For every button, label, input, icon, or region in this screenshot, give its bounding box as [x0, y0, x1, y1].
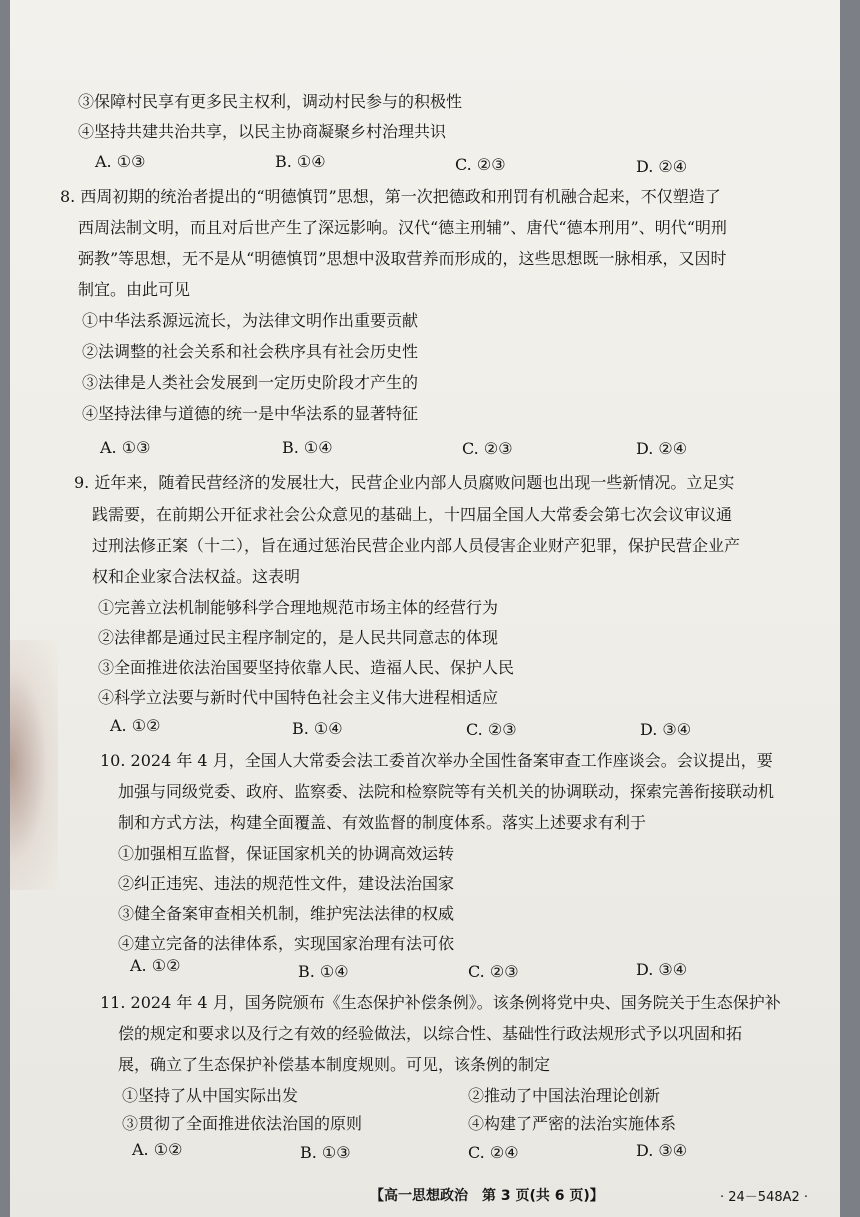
q8-stem-line-1: 8. 西周初期的统治者提出的“明德慎罚”思想，第一次把德政和刑罚有机融合起来，不仅塑造了	[60, 187, 721, 206]
q7-option-a: A. ①③	[95, 152, 146, 171]
q9-stem-line-1: 9. 近年来，随着民营经济的发展壮大，民营企业内部人员腐败问题也出现一些新情况。立足实	[74, 473, 735, 492]
q8-option-b: B. ①④	[282, 438, 333, 457]
q10-option-a: A. ①②	[130, 956, 181, 975]
q8-stem-line-4: 制宜。由此可见	[78, 280, 191, 299]
q8-option-a: A. ①③	[100, 438, 151, 457]
q9-option-c: C. ②③	[466, 720, 517, 739]
q7-option-b: B. ①④	[275, 152, 326, 171]
q10-stem-line-3: 制和方式方法，构建全面覆盖、有效监督的制度体系。落实上述要求有利于	[118, 813, 647, 832]
q11-option-c: C. ②④	[468, 1143, 519, 1162]
q9-item-4: ④科学立法要与新时代中国特色社会主义伟大进程相适应	[98, 688, 499, 707]
q7-item-3: ③保障村民享有更多民主权利，调动村民参与的积极性	[78, 92, 463, 111]
q8-option-c: C. ②③	[462, 439, 513, 458]
q11-item-3: ③贯彻了全面推进依法治国的原则	[122, 1114, 363, 1133]
q10-item-4: ④建立完备的法律体系，实现国家治理有法可依	[118, 934, 455, 953]
q9-item-3: ③全面推进依法治国要坚持依靠人民、造福人民、保护人民	[98, 658, 515, 677]
q11-stem-line-1: 11. 2024 年 4 月，国务院颁布《生态保护补偿条例》。该条例将党中央、国务院关于生态保护补	[100, 993, 781, 1012]
q10-option-d: D. ③④	[636, 960, 688, 979]
q8-item-3: ③法律是人类社会发展到一定历史阶段才产生的	[82, 373, 419, 392]
q9-option-b: B. ①④	[292, 719, 343, 738]
q10-item-3: ③健全备案审查相关机制，维护宪法法律的权威	[118, 904, 455, 923]
q10-stem-line-2: 加强与同级党委、政府、监察委、法院和检察院等有关机关的协调联动，探索完善衔接联动机	[118, 782, 775, 801]
page-footer: 【高一思想政治 第 3 页(共 6 页)】	[370, 1188, 604, 1204]
q7-option-c: C. ②③	[455, 155, 506, 174]
q8-stem-line-2: 西周法制文明，而且对后世产生了深远影响。汉代“德主刑辅”、唐代“德本刑用”、明代“明刑	[78, 218, 727, 237]
q10-option-b: B. ①④	[298, 962, 349, 981]
q11-stem-line-2: 偿的规定和要求以及行之有效的经验做法，以综合性、基础性行政法规形式予以巩固和拓	[118, 1024, 743, 1043]
q7-item-4: ④坚持共建共治共享，以民主协商凝聚乡村治理共识	[78, 122, 447, 141]
q10-stem-line-1: 10. 2024 年 4 月，全国人大常委会法工委首次举办全国性备案审查工作座谈会。会议提出，要	[100, 751, 773, 770]
q11-item-2: ②推动了中国法治理论创新	[468, 1086, 661, 1105]
q11-item-1: ①坚持了从中国实际出发	[122, 1086, 299, 1105]
q11-option-b: B. ①③	[300, 1143, 351, 1162]
q8-option-d: D. ②④	[636, 439, 688, 458]
q7-option-d: D. ②④	[636, 157, 688, 176]
exam-code: · 24－548A2 ·	[720, 1190, 809, 1205]
q10-item-1: ①加强相互监督，保证国家机关的协调高效运转	[118, 844, 455, 863]
q8-stem-line-3: 弼教”等思想，无不是从“明德慎罚”思想中汲取营养而形成的，这些思想既一脉相承，又因时	[78, 249, 727, 268]
q10-item-2: ②纠正违宪、违法的规范性文件，建设法治国家	[118, 874, 455, 893]
page-shadow	[10, 640, 58, 890]
q11-item-4: ④构建了严密的法治实施体系	[468, 1114, 677, 1133]
q9-stem-line-3: 过刑法修正案（十二），旨在通过惩治民营企业内部人员侵害企业财产犯罪，保护民营企业产	[92, 536, 741, 555]
q9-stem-line-4: 权和企业家合法权益。这表明	[92, 567, 301, 586]
q11-option-d: D. ③④	[636, 1141, 688, 1160]
q8-item-2: ②法调整的社会关系和社会秩序具有社会历史性	[82, 342, 419, 361]
q9-item-1: ①完善立法机制能够科学合理地规范市场主体的经营行为	[98, 598, 499, 617]
q9-option-a: A. ①②	[110, 716, 161, 735]
q9-option-d: D. ③④	[640, 720, 692, 739]
q8-item-4: ④坚持法律与道德的统一是中华法系的显著特征	[82, 404, 419, 423]
q8-item-1: ①中华法系源远流长，为法律文明作出重要贡献	[82, 311, 419, 330]
q11-stem-line-3: 展，确立了生态保护补偿基本制度规则。可见，该条例的制定	[118, 1055, 551, 1074]
q9-stem-line-2: 践需要，在前期公开征求社会公众意见的基础上，十四届全国人大常委会第七次会议审议通	[92, 505, 733, 524]
q9-item-2: ②法律都是通过民主程序制定的，是人民共同意志的体现	[98, 628, 499, 647]
q10-option-c: C. ②③	[468, 962, 519, 981]
q11-option-a: A. ①②	[132, 1140, 183, 1159]
